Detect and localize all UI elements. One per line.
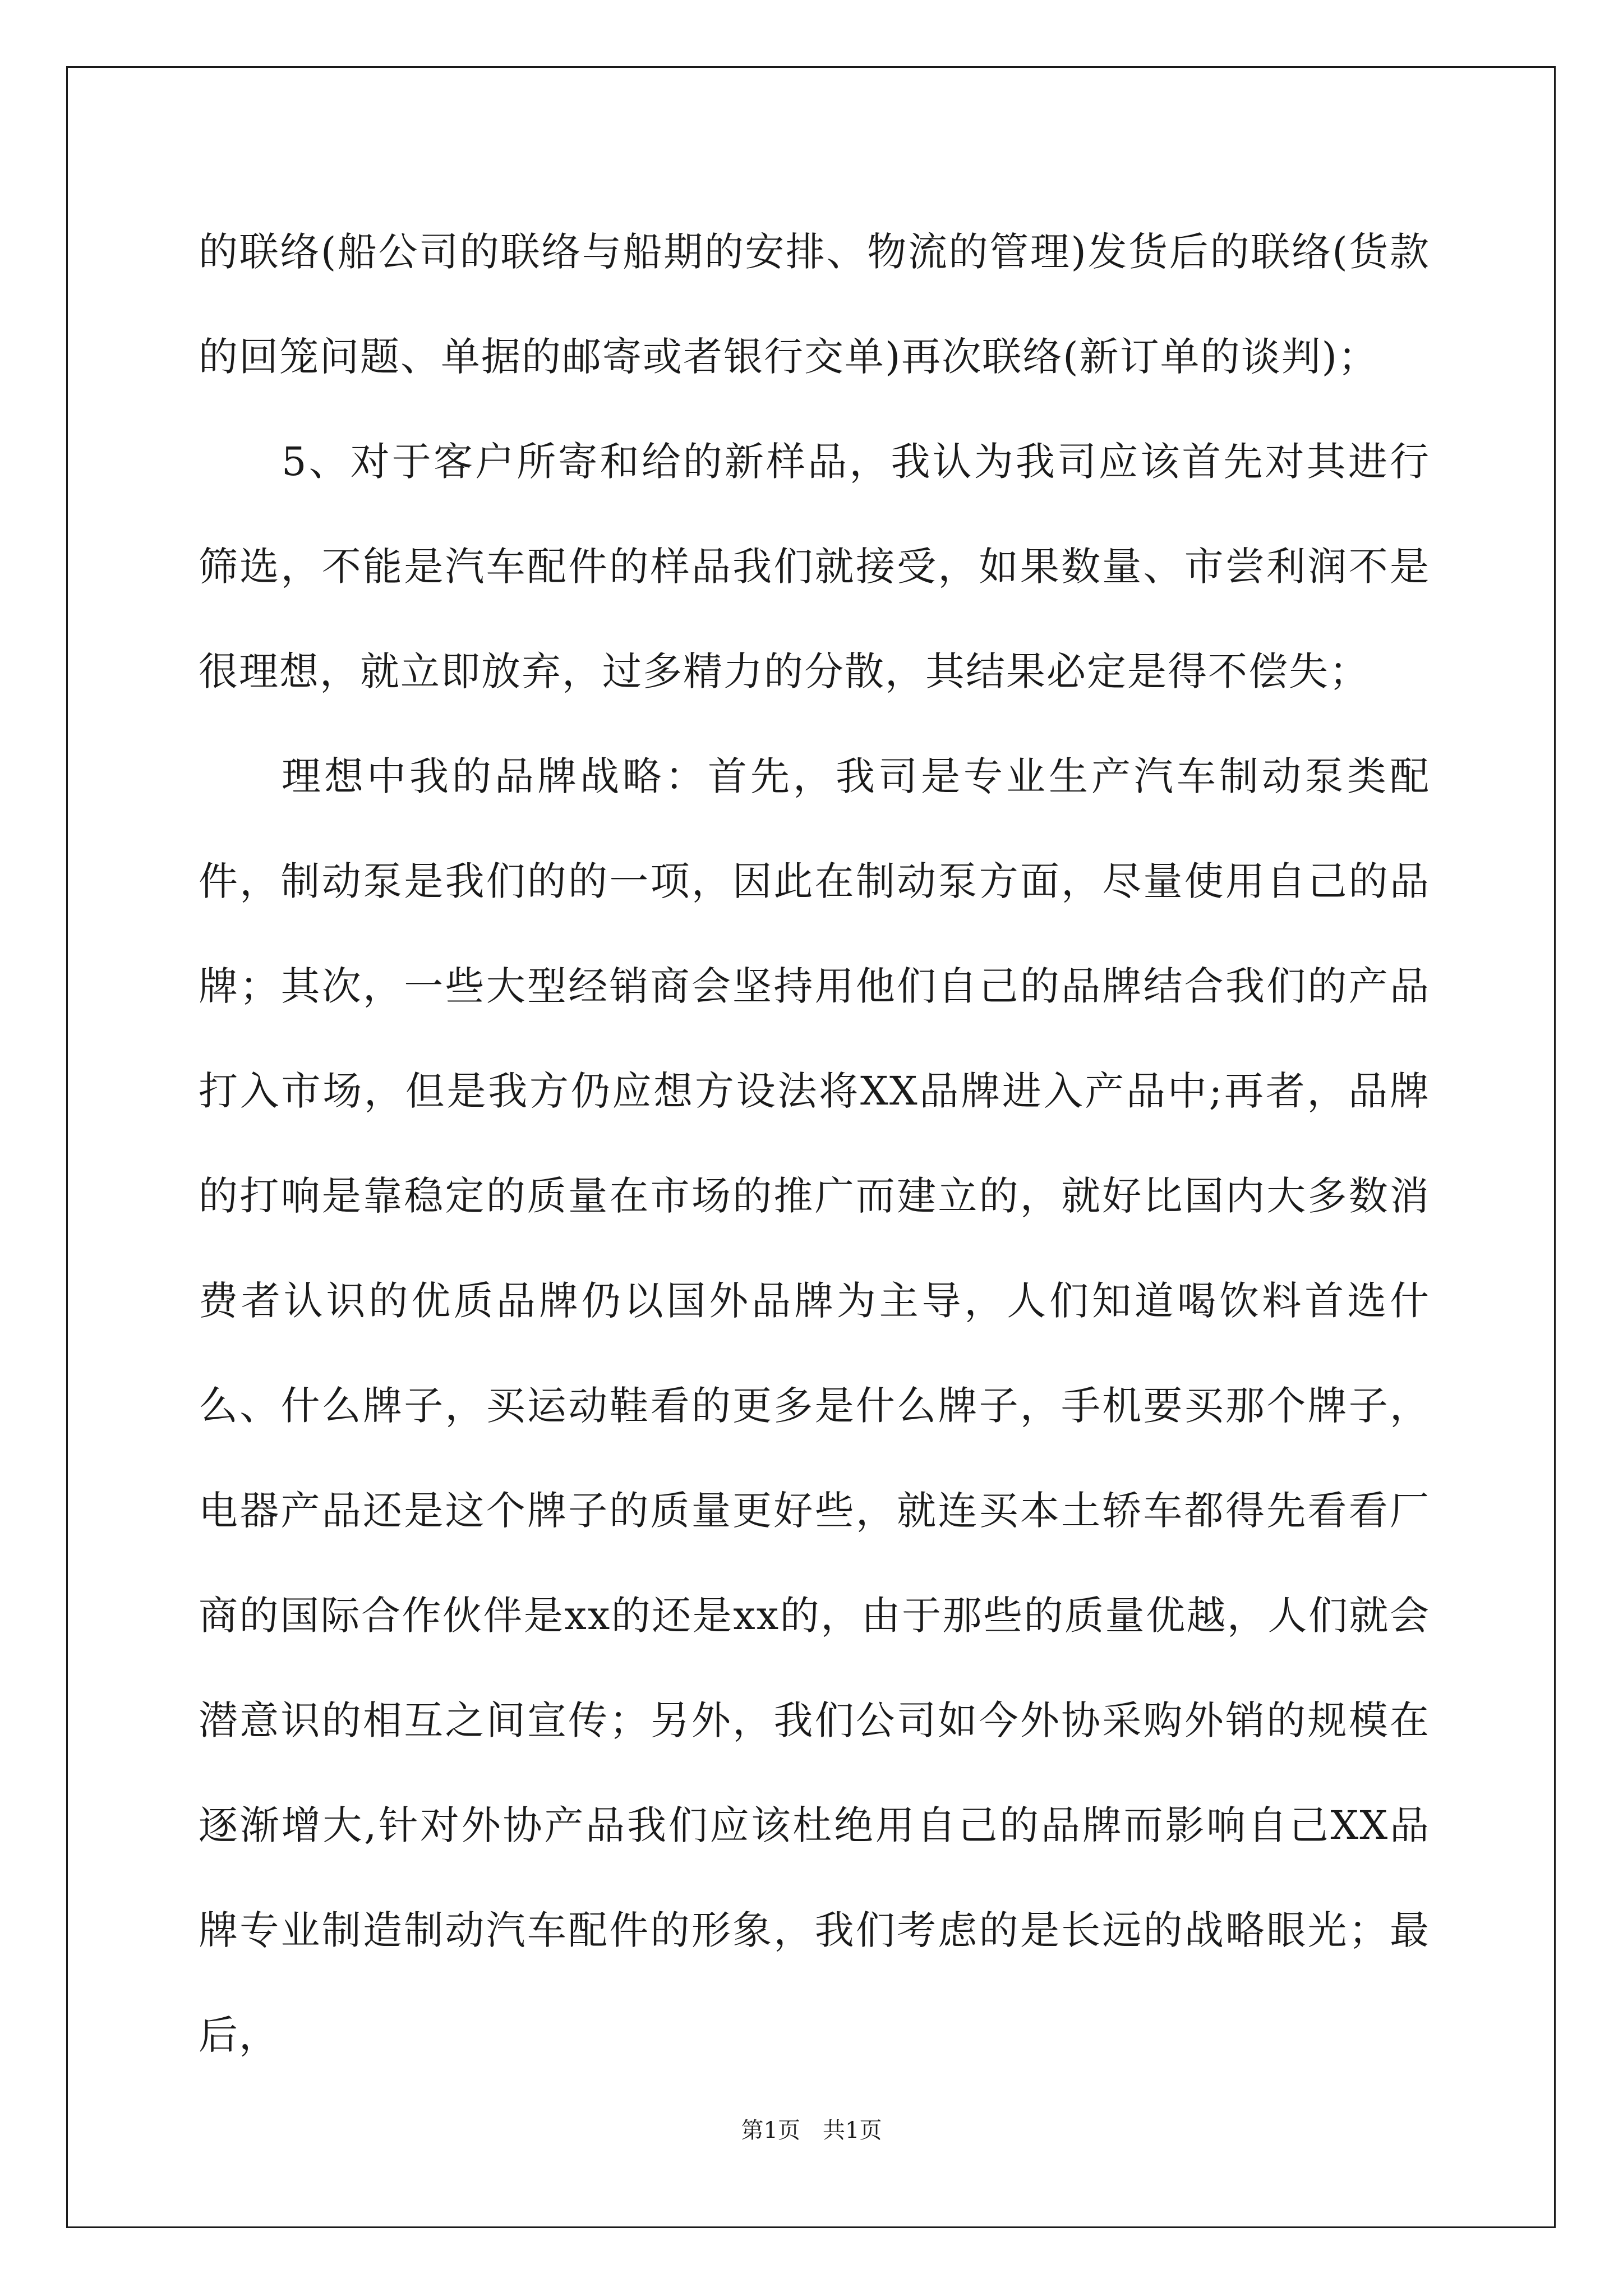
paragraph-contact-stages: 的联络(船公司的联络与船期的安排、物流的管理)发货后的联络(货款的回笼问题、单据的邮寄或者银行交单)再次联络(新订单的谈判)； [199,229,1430,380]
document-body [199,200,1430,2088]
paragraph-brand-strategy: 理想中我的品牌战略：首先，我司是专业生产汽车制动泵类配件，制动泵是我们的的一项，因此在制动泵方面，尽量使用自己的品牌；其次，一些大型经销商会坚持用他们自己的品牌结合我们的产品打入市场，但是我方仍应想方设法将XX品牌进入产品中;再者，品牌的打响是靠稳定的质量在市场的推广而建立的，就好比国内大多数消费者认识的优质品牌仍以国外品牌为主导，人们知道喝饮料首选什么、什么牌子，买运动鞋看的更多是什么牌子，手机要买那个牌子，电器产品还是这个牌子的质量更好些，就连买本土轿车都得先看看厂商的国际合作伙伴是xx的还是xx的，由于那些的质量优越，人们就会潜意识的相互之间宣传；另外，我们公司如今外协采购外销的规模在逐渐增大,针对外协产品我们应该杜绝用自己的品牌而影响自己XX品牌专业制造制动汽车配件的形象，我们考虑的是长远的战略眼光；最后， [199,753,1430,2058]
paragraph-sample-screening: 5、对于客户所寄和给的新样品，我认为我司应该首先对其进行筛选，不能是汽车配件的样品我们就接受，如果数量、市尝利润不是很理想，就立即放弃，过多精力的分散，其结果必定是得不偿失； [199,439,1430,694]
page-number-footer: 第1页 共1页 [741,2118,882,2143]
